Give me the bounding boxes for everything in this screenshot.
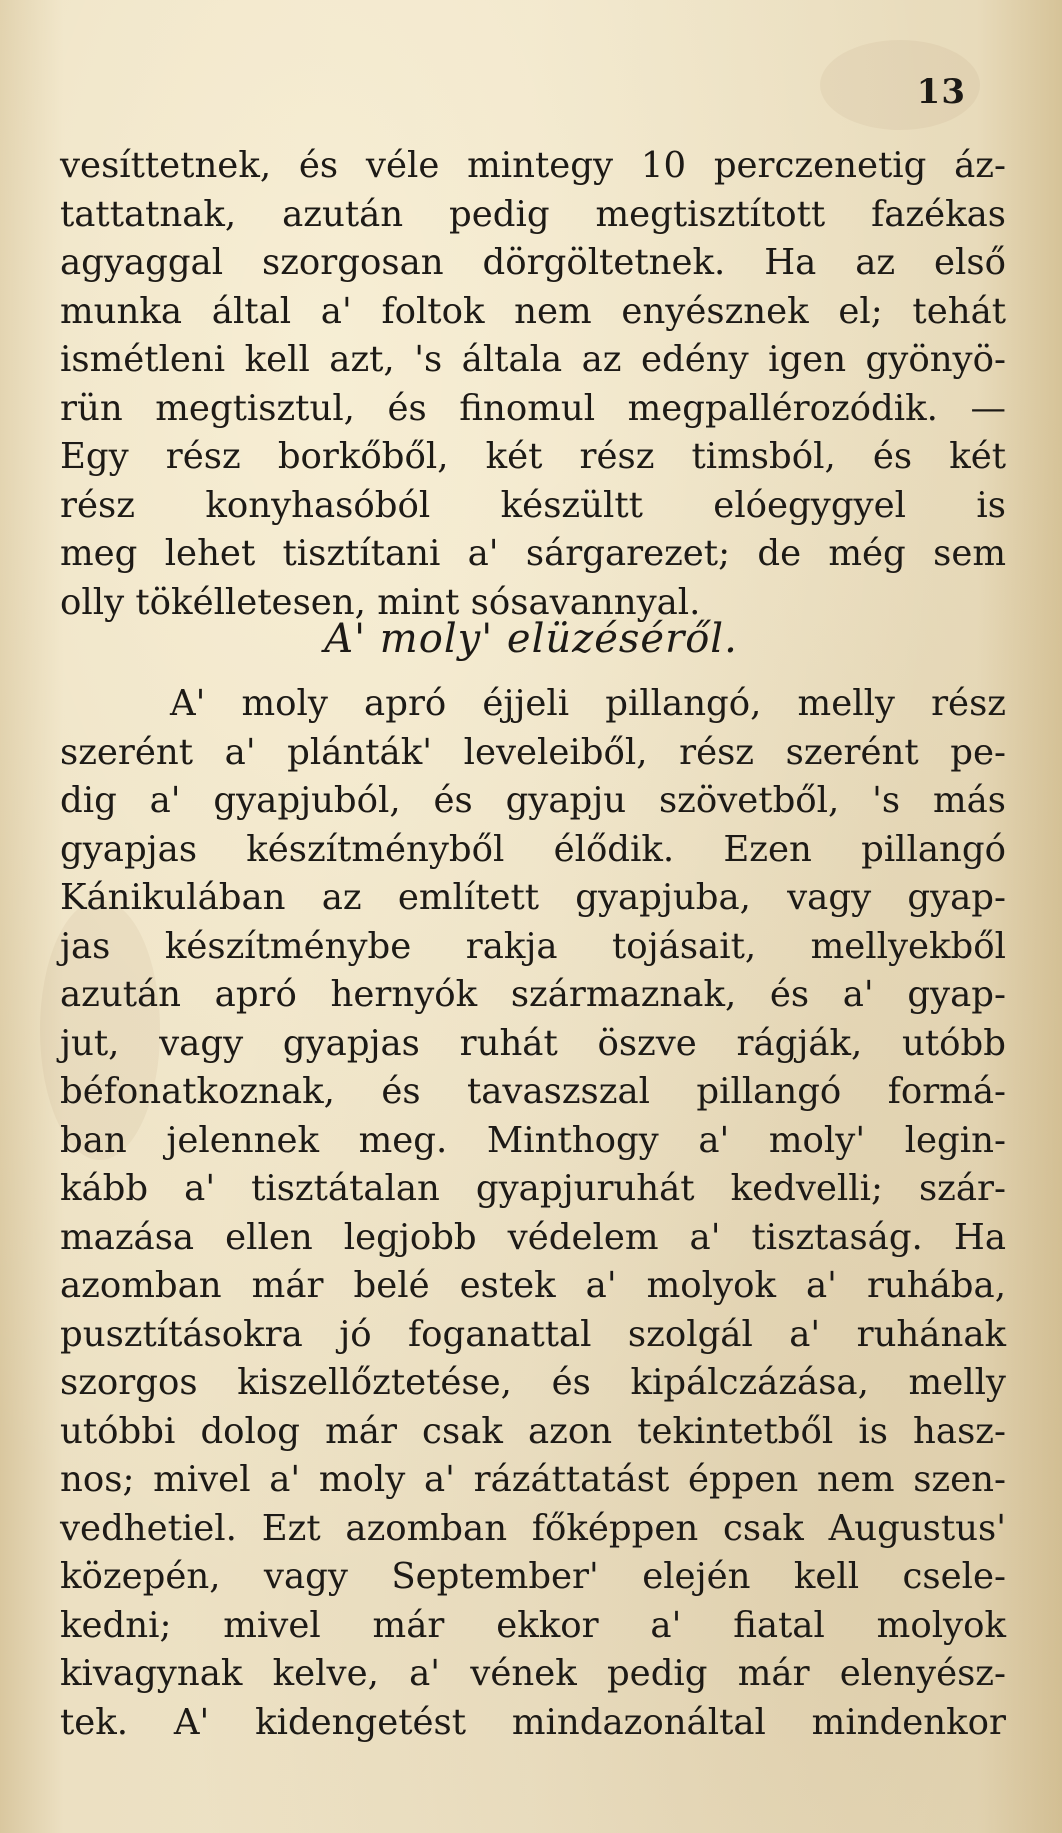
text-line: ban jelennek meg. Minthogy a' moly' legin-	[60, 1119, 1006, 1161]
text-line: Egy rész borkőből, két rész timsból, és két	[60, 436, 1006, 477]
text-line: gyapjas készítményből élődik. Ezen pillangó	[60, 828, 1006, 870]
text-line: munka által a' foltok nem enyésznek el; tehát	[60, 290, 1006, 332]
text-line: mazása ellen legjobb védelem a' tisztaság. Ha	[60, 1216, 1006, 1258]
text-line: kivagynak kelve, a' vének pedig már elenyész-	[60, 1653, 1006, 1694]
text-line: szorgos kiszellőztetése, és kipálczázása, melly	[60, 1362, 1006, 1403]
paragraph-cleaning-brass	[60, 142, 1006, 627]
text-line: agyaggal szorgosan dörgöltetnek. Ha az első	[60, 242, 1006, 283]
text-line: pusztításokra jó foganattal szolgál a' ruhának	[60, 1313, 1006, 1355]
text-line: tek. A' kidengetést mindazonáltal mindenkor	[60, 1701, 1006, 1743]
text-line: azután apró hernyók származnak, és a' gyap-	[60, 974, 1006, 1015]
text-line: rész konyhasóból készültt elóegygyel is	[60, 484, 1006, 526]
text-line: olly tökélletesen, mint sósavannyal.	[60, 581, 701, 623]
text-line: szerént a' plánták' leveleiből, rész szerént pe-	[60, 731, 1006, 773]
paragraph-moths	[60, 680, 1006, 1747]
page-number: 13	[916, 72, 966, 112]
text-line: vedhetiel. Ezt azomban főképpen csak Augustus'	[60, 1507, 1006, 1549]
text-line: utóbbi dolog már csak azon tekintetből is hasz-	[60, 1410, 1006, 1452]
text-line: tattatnak, azután pedig megtisztított fazékas	[60, 193, 1006, 235]
text-line: rün megtisztul, és finomul megpallérozódik. —	[60, 387, 1006, 429]
text-line: vesíttetnek, és véle mintegy 10 perczenetig áz-	[60, 145, 1006, 186]
text-line: közepén, vagy September' elején kell csele-	[60, 1556, 1006, 1597]
text-line: nos; mivel a' moly a' rázáttatást éppen nem szen-	[60, 1459, 1006, 1500]
text-line: A' moly apró éjjeli pillangó, melly rész	[170, 683, 1006, 724]
section-heading: A' moly' elüzéséről.	[324, 616, 738, 662]
text-line: kább a' tisztátalan gyapjuruhát kedvelli; szár-	[60, 1168, 1006, 1209]
text-line: dig a' gyapjuból, és gyapju szövetből, 's más	[60, 780, 1006, 821]
text-line: ismétleni kell azt, 's általa az edény igen gyönyö-	[60, 339, 1006, 380]
text-line: kedni; mivel már ekkor a' fiatal molyok	[60, 1604, 1006, 1646]
text-line: jut, vagy gyapjas ruhát öszve rágják, utóbb	[60, 1022, 1006, 1064]
text-line: béfonatkoznak, és tavaszszal pillangó formá-	[60, 1071, 1006, 1112]
text-line: jas készítménybe rakja tojásait, mellyekből	[60, 925, 1006, 967]
text-line: Kánikulában az említett gyapjuba, vagy gyap-	[60, 877, 1006, 918]
text-line: meg lehet tisztítani a' sárgarezet; de még sem	[60, 533, 1006, 574]
text-line: azomban már belé estek a' molyok a' ruhába,	[60, 1265, 1006, 1306]
